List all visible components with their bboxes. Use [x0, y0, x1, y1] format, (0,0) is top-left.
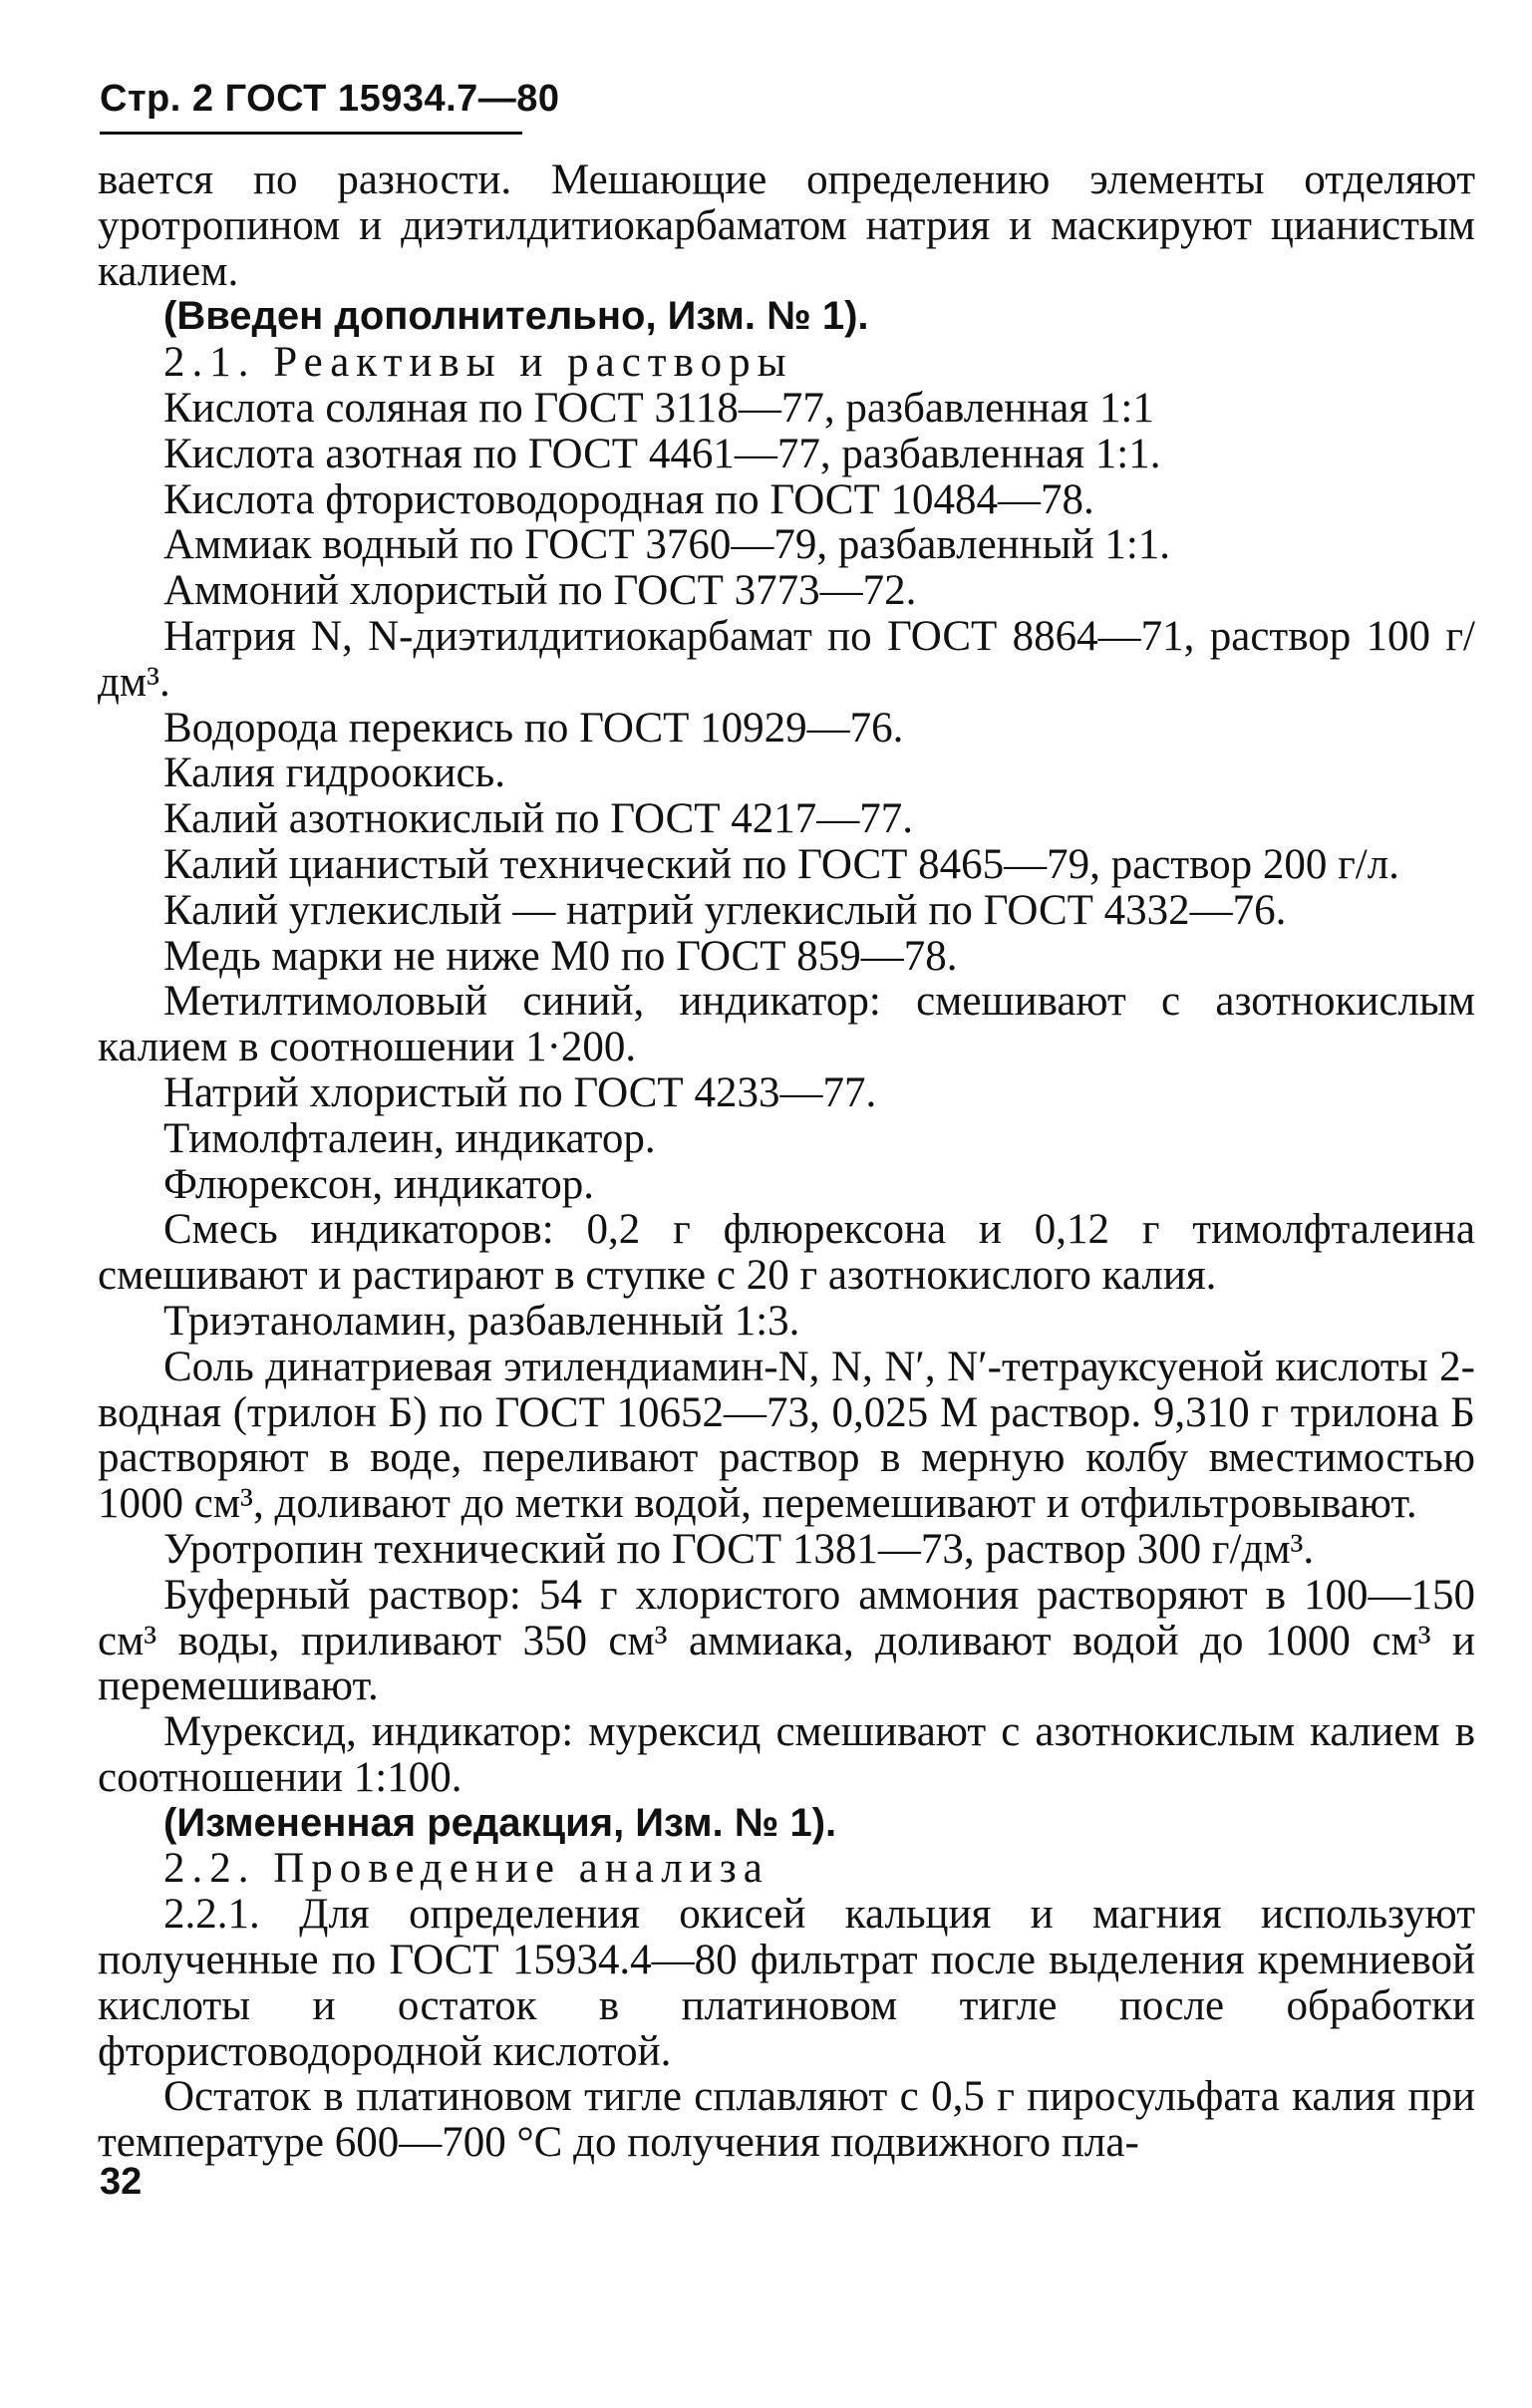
- reagent-item: Тимолфталеин, индикатор.: [163, 1114, 656, 1162]
- reagent-item: Кислота соляная по ГОСТ 3118—77, разбавленная 1:1: [163, 384, 1154, 432]
- reagent-item: Аммоний хлористый по ГОСТ 3773—72.: [163, 567, 917, 615]
- header-rule: [100, 132, 522, 135]
- reagent-item: Натрий хлористый по ГОСТ 4233—77.: [163, 1068, 877, 1116]
- reagent-item: Смесь индикаторов: 0,2 г флюрексона и 0,12 г тимолфталеина смешивают и растирают в ступке с 20 г азотнокислого калия.: [98, 1206, 1475, 1300]
- reagent-item: Натрия N, N-диэтилдитиокарбамат по ГОСТ 8864—71, раствор 100 г/дм³.: [98, 612, 1475, 706]
- reagent-item: Триэтаноламин, разбавленный 1:3.: [163, 1297, 800, 1345]
- reagent-item: Соль динатриевая этилендиамин-N, N, N′, N′-тетрауксуеной кислоты 2-водная (трилон Б) по ГОСТ 10652—73, 0,025 М раствор. 9,310 г трилона Б растворяют в воде, переливают раствор в мерную колбу вместимостью 1000 см³, доливают до метки водой, перемешивают и отфильтровывают.: [98, 1343, 1475, 1528]
- paragraph-continuation: вается по разности. Мешающие определению элементы отделяют уротропином и диэтилдитиокарбаматом натрия и маскируют цианистым калием.: [98, 156, 1475, 295]
- reagent-item: Метилтимоловый синий, индикатор: смешивают с азотнокислым калием в соотношении 1·200.: [98, 978, 1475, 1071]
- reagent-item: Буферный раствор: 54 г хлористого аммония растворяют в 100—150 см³ воды, приливают 350 см³ аммиака, доливают водой до 1000 см³ и перемешивают.: [98, 1571, 1475, 1710]
- procedure-paragraph: Остаток в платиновом тигле сплавляют с 0,5 г пиросульфата калия при температуре 600—700 °С до получения подвижного пла-: [98, 2073, 1475, 2167]
- reagent-item: Калия гидроокись.: [163, 750, 505, 797]
- section-heading-reagents: 2.1. Реактивы и растворы: [163, 339, 793, 387]
- procedure-paragraph: 2.2.1. Для определения окисей кальция и магния используют полученные по ГОСТ 15934.4—80 фильтрат после выделения кремниевой кислоты и остаток в платиновом тигле после обработки фтористоводородной кислотой.: [98, 1891, 1475, 2075]
- document-body: [98, 157, 1475, 2166]
- reagent-item: Калий цианистый технический по ГОСТ 8465—79, раствор 200 г/л.: [163, 840, 1399, 888]
- amendment-note: (Введен дополнительно, Изм. № 1).: [163, 294, 869, 339]
- reagent-item: Уротропин технический по ГОСТ 1381—73, раствор 300 г/дм³.: [163, 1525, 1315, 1573]
- reagent-item: Аммиак водный по ГОСТ 3760—79, разбавленный 1:1.: [163, 521, 1171, 569]
- reagent-item: Калий азотнокислый по ГОСТ 4217—77.: [163, 795, 914, 843]
- page-header: Стр. 2 ГОСТ 15934.7—80: [100, 78, 560, 120]
- reagent-item: Водорода перекись по ГОСТ 10929—76.: [163, 704, 904, 752]
- reagent-item: Мурексид, индикатор: мурексид смешивают с азотнокислым калием в соотношении 1:100.: [98, 1708, 1475, 1801]
- reagent-item: Кислота азотная по ГОСТ 4461—77, разбавленная 1:1.: [163, 430, 1161, 477]
- reagent-item: Кислота фтористоводородная по ГОСТ 10484—78.: [163, 475, 1094, 523]
- section-heading-analysis: 2.2. Проведение анализа: [163, 1845, 769, 1893]
- reagent-item: Флюрексон, индикатор.: [163, 1160, 595, 1208]
- reagent-item: Калий углекислый — натрий углекислый по ГОСТ 4332—76.: [163, 886, 1287, 934]
- amendment-note: (Измененная редакция, Изм. № 1).: [163, 1800, 837, 1845]
- reagent-item: Медь марки не ниже М0 по ГОСТ 859—78.: [163, 932, 958, 980]
- page-number: 32: [100, 2161, 143, 2203]
